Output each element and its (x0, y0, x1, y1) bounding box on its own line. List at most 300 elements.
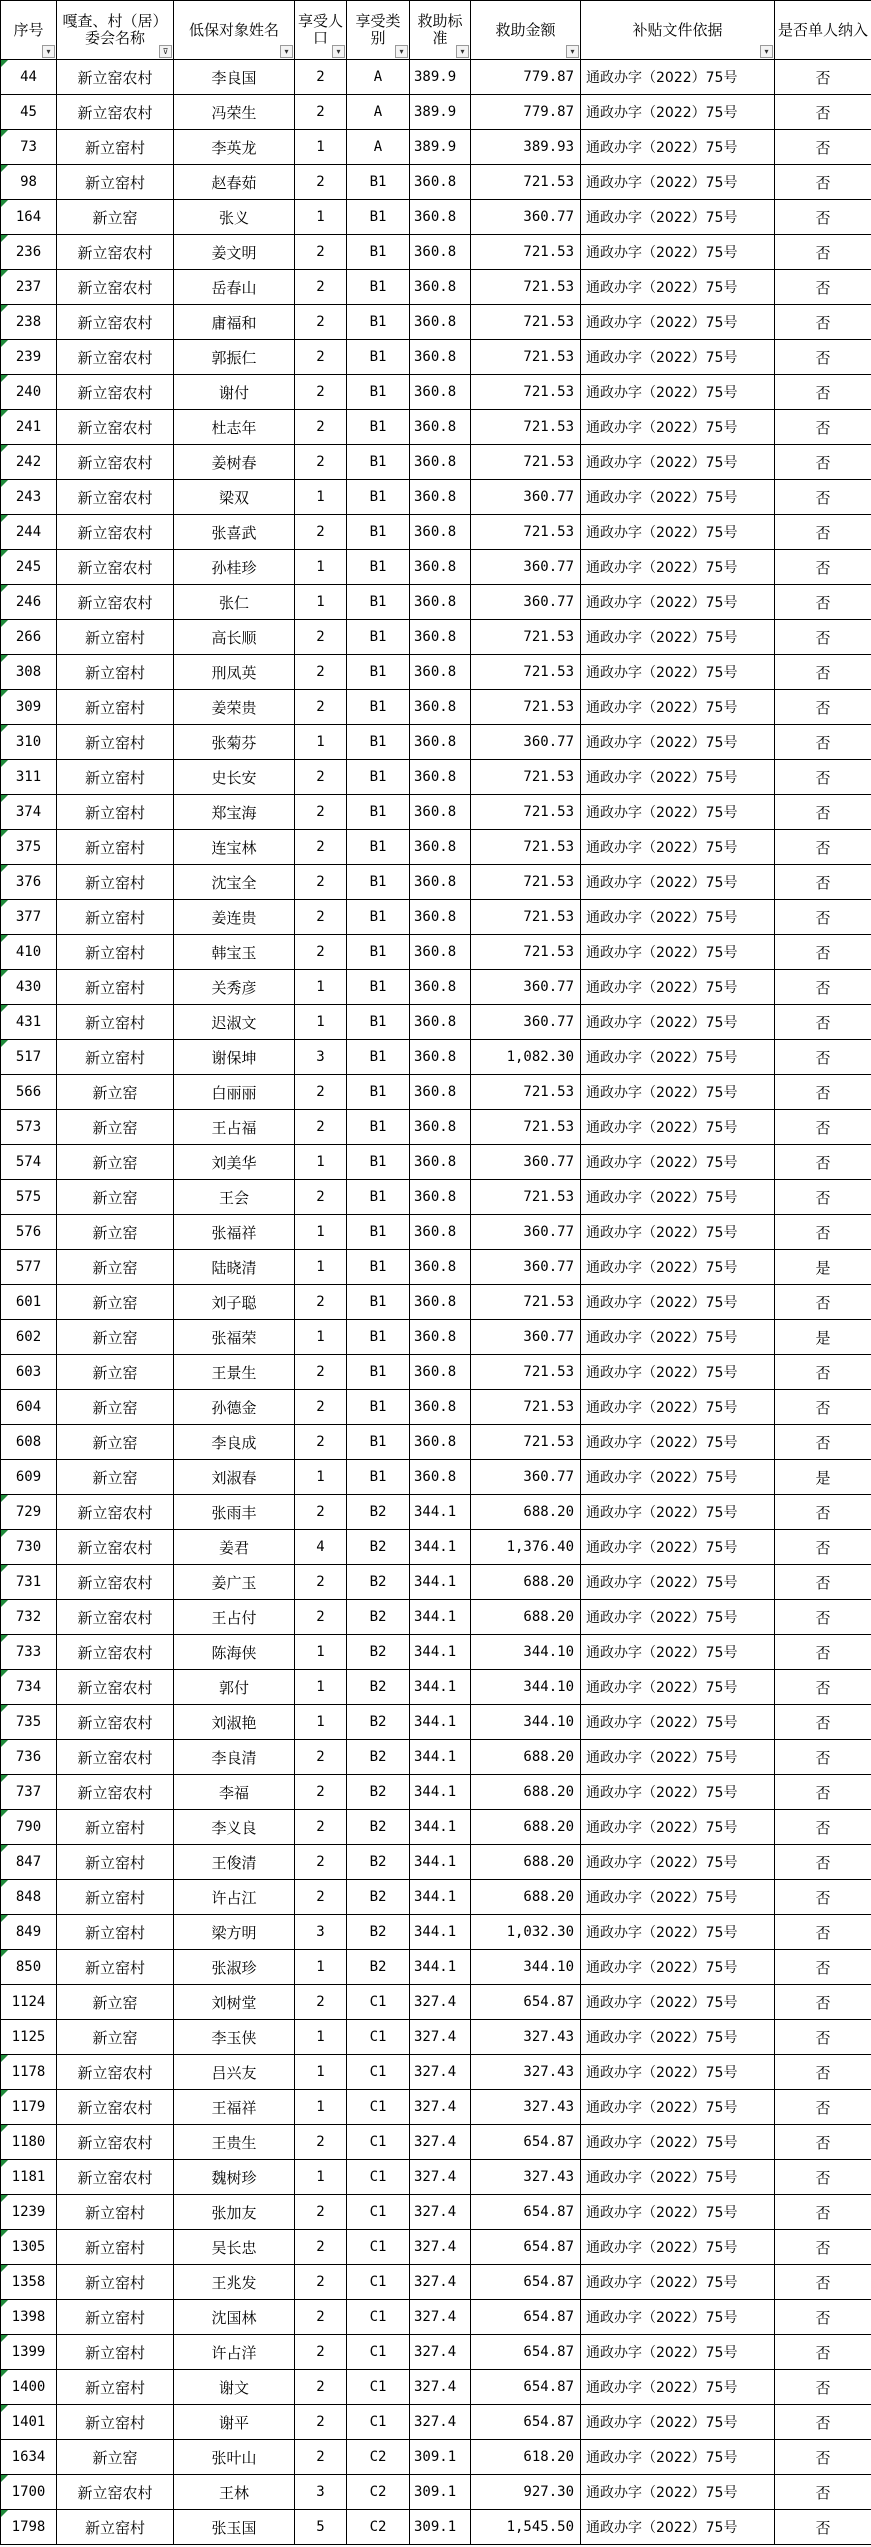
cell-amount[interactable]: 721.53 (471, 1180, 581, 1215)
cell-amount[interactable]: 688.20 (471, 1845, 581, 1880)
cell-category[interactable]: B1 (347, 830, 410, 865)
cell-single[interactable]: 否 (775, 410, 871, 445)
cell-amount[interactable]: 779.87 (471, 60, 581, 95)
cell-category[interactable]: C1 (347, 2335, 410, 2370)
cell-name[interactable]: 张义 (174, 200, 295, 235)
cell-seq[interactable]: 238 (1, 305, 57, 340)
cell-name[interactable]: 刘树堂 (174, 1985, 295, 2020)
cell-amount[interactable]: 721.53 (471, 305, 581, 340)
cell-village[interactable]: 新立窑农村 (57, 2160, 174, 2195)
cell-village[interactable]: 新立窑村 (57, 2230, 174, 2265)
cell-name[interactable]: 谢平 (174, 2405, 295, 2440)
cell-amount[interactable]: 360.77 (471, 550, 581, 585)
cell-village[interactable]: 新立窑村 (57, 1915, 174, 1950)
cell-single[interactable]: 否 (775, 1075, 871, 1110)
cell-name[interactable]: 李良清 (174, 1740, 295, 1775)
cell-village[interactable]: 新立窑村 (57, 1880, 174, 1915)
cell-standard[interactable]: 309.1 (410, 2510, 471, 2545)
cell-amount[interactable]: 360.77 (471, 1005, 581, 1040)
cell-population[interactable]: 2 (295, 1740, 347, 1775)
cell-population[interactable]: 2 (295, 1285, 347, 1320)
cell-category[interactable]: B1 (347, 620, 410, 655)
cell-population[interactable]: 2 (295, 410, 347, 445)
cell-amount[interactable]: 688.20 (471, 1880, 581, 1915)
cell-basis[interactable]: 通政办字（2022）75号 (581, 2300, 775, 2335)
cell-seq[interactable]: 242 (1, 445, 57, 480)
cell-name[interactable]: 关秀彦 (174, 970, 295, 1005)
cell-amount[interactable]: 721.53 (471, 1355, 581, 1390)
cell-seq[interactable]: 266 (1, 620, 57, 655)
cell-village[interactable]: 新立窑村 (57, 865, 174, 900)
cell-basis[interactable]: 通政办字（2022）75号 (581, 1530, 775, 1565)
cell-category[interactable]: C1 (347, 2300, 410, 2335)
cell-amount[interactable]: 721.53 (471, 445, 581, 480)
cell-standard[interactable]: 360.8 (410, 970, 471, 1005)
cell-category[interactable]: C1 (347, 1985, 410, 2020)
cell-seq[interactable]: 309 (1, 690, 57, 725)
cell-name[interactable]: 谢文 (174, 2370, 295, 2405)
cell-population[interactable]: 2 (295, 305, 347, 340)
cell-standard[interactable]: 360.8 (410, 1285, 471, 1320)
cell-basis[interactable]: 通政办字（2022）75号 (581, 200, 775, 235)
cell-category[interactable]: B1 (347, 1005, 410, 1040)
cell-category[interactable]: B1 (347, 410, 410, 445)
cell-category[interactable]: B1 (347, 1040, 410, 1075)
cell-standard[interactable]: 344.1 (410, 1740, 471, 1775)
cell-name[interactable]: 王贵生 (174, 2125, 295, 2160)
cell-category[interactable]: A (347, 130, 410, 165)
cell-category[interactable]: B2 (347, 1810, 410, 1845)
cell-single[interactable]: 否 (775, 970, 871, 1005)
cell-single[interactable]: 否 (775, 1110, 871, 1145)
cell-village[interactable]: 新立窑农村 (57, 410, 174, 445)
cell-village[interactable]: 新立窑村 (57, 1810, 174, 1845)
cell-population[interactable]: 2 (295, 620, 347, 655)
cell-standard[interactable]: 327.4 (410, 2125, 471, 2160)
cell-population[interactable]: 1 (295, 2160, 347, 2195)
cell-single[interactable]: 否 (775, 2020, 871, 2055)
cell-basis[interactable]: 通政办字（2022）75号 (581, 1565, 775, 1600)
cell-population[interactable]: 2 (295, 1425, 347, 1460)
cell-standard[interactable]: 360.8 (410, 655, 471, 690)
cell-single[interactable]: 否 (775, 1600, 871, 1635)
cell-name[interactable]: 韩宝玉 (174, 935, 295, 970)
cell-standard[interactable]: 344.1 (410, 1880, 471, 1915)
cell-basis[interactable]: 通政办字（2022）75号 (581, 480, 775, 515)
cell-amount[interactable]: 360.77 (471, 1145, 581, 1180)
cell-basis[interactable]: 通政办字（2022）75号 (581, 1775, 775, 1810)
cell-amount[interactable]: 1,082.30 (471, 1040, 581, 1075)
cell-seq[interactable]: 375 (1, 830, 57, 865)
cell-population[interactable]: 2 (295, 1985, 347, 2020)
cell-name[interactable]: 张福祥 (174, 1215, 295, 1250)
cell-amount[interactable]: 360.77 (471, 200, 581, 235)
cell-name[interactable]: 王会 (174, 1180, 295, 1215)
cell-population[interactable]: 1 (295, 1215, 347, 1250)
cell-village[interactable]: 新立窑 (57, 1985, 174, 2020)
cell-basis[interactable]: 通政办字（2022）75号 (581, 970, 775, 1005)
cell-amount[interactable]: 721.53 (471, 340, 581, 375)
cell-population[interactable]: 2 (295, 2230, 347, 2265)
cell-single[interactable]: 否 (775, 130, 871, 165)
cell-category[interactable]: C1 (347, 2020, 410, 2055)
cell-population[interactable]: 2 (295, 235, 347, 270)
cell-single[interactable]: 否 (775, 1495, 871, 1530)
cell-name[interactable]: 吕兴友 (174, 2055, 295, 2090)
cell-seq[interactable]: 1178 (1, 2055, 57, 2090)
cell-single[interactable]: 否 (775, 1810, 871, 1845)
cell-category[interactable]: C1 (347, 2195, 410, 2230)
cell-population[interactable]: 1 (295, 1950, 347, 1985)
cell-standard[interactable]: 389.9 (410, 130, 471, 165)
cell-population[interactable]: 2 (295, 270, 347, 305)
cell-village[interactable]: 新立窑农村 (57, 1565, 174, 1600)
cell-standard[interactable]: 360.8 (410, 1215, 471, 1250)
cell-basis[interactable]: 通政办字（2022）75号 (581, 900, 775, 935)
cell-name[interactable]: 郑宝海 (174, 795, 295, 830)
cell-standard[interactable]: 360.8 (410, 1425, 471, 1460)
cell-village[interactable]: 新立窑 (57, 1180, 174, 1215)
cell-single[interactable]: 否 (775, 515, 871, 550)
cell-population[interactable]: 2 (295, 515, 347, 550)
cell-category[interactable]: B1 (347, 1250, 410, 1285)
filter-active-icon[interactable]: ⊽ (159, 45, 172, 58)
cell-name[interactable]: 李福 (174, 1775, 295, 1810)
cell-village[interactable]: 新立窑村 (57, 1950, 174, 1985)
cell-standard[interactable]: 360.8 (410, 830, 471, 865)
cell-name[interactable]: 姜连贵 (174, 900, 295, 935)
cell-population[interactable]: 1 (295, 130, 347, 165)
cell-name[interactable]: 孙德金 (174, 1390, 295, 1425)
cell-amount[interactable]: 721.53 (471, 935, 581, 970)
cell-single[interactable]: 否 (775, 235, 871, 270)
cell-seq[interactable]: 374 (1, 795, 57, 830)
cell-village[interactable]: 新立窑 (57, 1215, 174, 1250)
cell-standard[interactable]: 327.4 (410, 2405, 471, 2440)
cell-single[interactable]: 否 (775, 1180, 871, 1215)
cell-basis[interactable]: 通政办字（2022）75号 (581, 760, 775, 795)
cell-basis[interactable]: 通政办字（2022）75号 (581, 410, 775, 445)
cell-standard[interactable]: 360.8 (410, 865, 471, 900)
cell-category[interactable]: B1 (347, 1180, 410, 1215)
cell-village[interactable]: 新立窑农村 (57, 2125, 174, 2160)
cell-standard[interactable]: 360.8 (410, 1320, 471, 1355)
cell-amount[interactable]: 721.53 (471, 235, 581, 270)
cell-population[interactable]: 1 (295, 970, 347, 1005)
cell-category[interactable]: B2 (347, 1880, 410, 1915)
cell-category[interactable]: C1 (347, 2160, 410, 2195)
cell-name[interactable]: 李玉侠 (174, 2020, 295, 2055)
cell-name[interactable]: 赵春茹 (174, 165, 295, 200)
cell-single[interactable]: 否 (775, 655, 871, 690)
cell-village[interactable]: 新立窑农村 (57, 1495, 174, 1530)
cell-standard[interactable]: 344.1 (410, 1950, 471, 1985)
cell-name[interactable]: 郭付 (174, 1670, 295, 1705)
cell-seq[interactable]: 44 (1, 60, 57, 95)
cell-village[interactable]: 新立窑村 (57, 2510, 174, 2545)
cell-name[interactable]: 陈海侠 (174, 1635, 295, 1670)
cell-name[interactable]: 岳春山 (174, 270, 295, 305)
cell-village[interactable]: 新立窑农村 (57, 1740, 174, 1775)
cell-single[interactable]: 否 (775, 2405, 871, 2440)
cell-village[interactable]: 新立窑村 (57, 2335, 174, 2370)
cell-basis[interactable]: 通政办字（2022）75号 (581, 550, 775, 585)
cell-population[interactable]: 2 (295, 1495, 347, 1530)
cell-standard[interactable]: 360.8 (410, 1145, 471, 1180)
cell-amount[interactable]: 688.20 (471, 1565, 581, 1600)
cell-basis[interactable]: 通政办字（2022）75号 (581, 690, 775, 725)
cell-population[interactable]: 1 (295, 1005, 347, 1040)
cell-seq[interactable]: 73 (1, 130, 57, 165)
cell-name[interactable]: 姜树春 (174, 445, 295, 480)
cell-population[interactable]: 3 (295, 2475, 347, 2510)
cell-seq[interactable]: 430 (1, 970, 57, 1005)
cell-village[interactable]: 新立窑农村 (57, 550, 174, 585)
cell-standard[interactable]: 344.1 (410, 1635, 471, 1670)
cell-village[interactable]: 新立窑 (57, 1145, 174, 1180)
cell-population[interactable]: 2 (295, 655, 347, 690)
cell-amount[interactable]: 327.43 (471, 2055, 581, 2090)
cell-category[interactable]: B1 (347, 1460, 410, 1495)
cell-single[interactable]: 否 (775, 1985, 871, 2020)
cell-village[interactable]: 新立窑村 (57, 690, 174, 725)
cell-name[interactable]: 王福祥 (174, 2090, 295, 2125)
cell-standard[interactable]: 327.4 (410, 2265, 471, 2300)
cell-category[interactable]: B1 (347, 655, 410, 690)
cell-single[interactable]: 否 (775, 725, 871, 760)
cell-seq[interactable]: 1239 (1, 2195, 57, 2230)
cell-category[interactable]: B1 (347, 165, 410, 200)
cell-basis[interactable]: 通政办字（2022）75号 (581, 1670, 775, 1705)
cell-name[interactable]: 冯荣生 (174, 95, 295, 130)
cell-population[interactable]: 5 (295, 2510, 347, 2545)
cell-basis[interactable]: 通政办字（2022）75号 (581, 2090, 775, 2125)
cell-category[interactable]: B2 (347, 1495, 410, 1530)
cell-single[interactable]: 否 (775, 585, 871, 620)
cell-single[interactable]: 否 (775, 1040, 871, 1075)
cell-standard[interactable]: 360.8 (410, 515, 471, 550)
cell-amount[interactable]: 360.77 (471, 725, 581, 760)
cell-seq[interactable]: 45 (1, 95, 57, 130)
cell-standard[interactable]: 360.8 (410, 305, 471, 340)
cell-single[interactable]: 否 (775, 340, 871, 375)
cell-amount[interactable]: 360.77 (471, 1215, 581, 1250)
cell-seq[interactable]: 735 (1, 1705, 57, 1740)
cell-population[interactable]: 2 (295, 1180, 347, 1215)
cell-name[interactable]: 李英龙 (174, 130, 295, 165)
cell-name[interactable]: 李良国 (174, 60, 295, 95)
cell-category[interactable]: B2 (347, 1565, 410, 1600)
cell-seq[interactable]: 790 (1, 1810, 57, 1845)
cell-standard[interactable]: 344.1 (410, 1810, 471, 1845)
cell-amount[interactable]: 360.77 (471, 585, 581, 620)
cell-category[interactable]: B1 (347, 1075, 410, 1110)
cell-population[interactable]: 2 (295, 2300, 347, 2335)
cell-name[interactable]: 姜荣贵 (174, 690, 295, 725)
cell-village[interactable]: 新立窑农村 (57, 2090, 174, 2125)
cell-standard[interactable]: 360.8 (410, 900, 471, 935)
header-name[interactable]: 低保对象姓名 ▾ (174, 1, 295, 60)
header-seq[interactable]: 序号 ▾ (1, 1, 57, 60)
cell-seq[interactable]: 1180 (1, 2125, 57, 2160)
cell-name[interactable]: 庸福和 (174, 305, 295, 340)
cell-village[interactable]: 新立窑村 (57, 655, 174, 690)
cell-seq[interactable]: 311 (1, 760, 57, 795)
cell-name[interactable]: 张叶山 (174, 2440, 295, 2475)
cell-single[interactable]: 否 (775, 1705, 871, 1740)
cell-amount[interactable]: 688.20 (471, 1495, 581, 1530)
cell-seq[interactable]: 243 (1, 480, 57, 515)
cell-single[interactable]: 否 (775, 1915, 871, 1950)
filter-dropdown-icon[interactable]: ▾ (456, 45, 469, 58)
cell-name[interactable]: 沈国林 (174, 2300, 295, 2335)
cell-seq[interactable]: 608 (1, 1425, 57, 1460)
cell-population[interactable]: 2 (295, 760, 347, 795)
cell-population[interactable]: 1 (295, 1460, 347, 1495)
cell-population[interactable]: 4 (295, 1530, 347, 1565)
cell-population[interactable]: 2 (295, 2370, 347, 2405)
cell-population[interactable]: 2 (295, 935, 347, 970)
cell-amount[interactable]: 360.77 (471, 480, 581, 515)
cell-village[interactable]: 新立窑 (57, 1075, 174, 1110)
cell-category[interactable]: A (347, 60, 410, 95)
cell-basis[interactable]: 通政办字（2022）75号 (581, 1075, 775, 1110)
cell-population[interactable]: 2 (295, 375, 347, 410)
cell-single[interactable]: 否 (775, 2160, 871, 2195)
cell-category[interactable]: B1 (347, 725, 410, 760)
cell-seq[interactable]: 240 (1, 375, 57, 410)
cell-single[interactable]: 否 (775, 1740, 871, 1775)
cell-single[interactable]: 否 (775, 1775, 871, 1810)
cell-category[interactable]: B1 (347, 1215, 410, 1250)
cell-seq[interactable]: 729 (1, 1495, 57, 1530)
cell-basis[interactable]: 通政办字（2022）75号 (581, 1355, 775, 1390)
cell-single[interactable]: 否 (775, 1565, 871, 1600)
cell-category[interactable]: B2 (347, 1670, 410, 1705)
cell-category[interactable]: B1 (347, 1355, 410, 1390)
cell-name[interactable]: 高长顺 (174, 620, 295, 655)
cell-standard[interactable]: 360.8 (410, 200, 471, 235)
cell-basis[interactable]: 通政办字（2022）75号 (581, 305, 775, 340)
cell-population[interactable]: 2 (295, 2195, 347, 2230)
cell-amount[interactable]: 654.87 (471, 1985, 581, 2020)
cell-village[interactable]: 新立窑农村 (57, 480, 174, 515)
cell-standard[interactable]: 344.1 (410, 1565, 471, 1600)
cell-village[interactable]: 新立窑 (57, 1285, 174, 1320)
cell-basis[interactable]: 通政办字（2022）75号 (581, 935, 775, 970)
cell-amount[interactable]: 721.53 (471, 375, 581, 410)
cell-amount[interactable]: 721.53 (471, 270, 581, 305)
cell-seq[interactable]: 246 (1, 585, 57, 620)
cell-name[interactable]: 张菊芬 (174, 725, 295, 760)
cell-basis[interactable]: 通政办字（2022）75号 (581, 2405, 775, 2440)
cell-population[interactable]: 2 (295, 1355, 347, 1390)
cell-seq[interactable]: 1700 (1, 2475, 57, 2510)
cell-amount[interactable]: 1,376.40 (471, 1530, 581, 1565)
cell-seq[interactable]: 576 (1, 1215, 57, 1250)
cell-basis[interactable]: 通政办字（2022）75号 (581, 2370, 775, 2405)
cell-village[interactable]: 新立窑农村 (57, 235, 174, 270)
cell-seq[interactable]: 849 (1, 1915, 57, 1950)
cell-population[interactable]: 2 (295, 1775, 347, 1810)
cell-amount[interactable]: 688.20 (471, 1810, 581, 1845)
cell-village[interactable]: 新立窑村 (57, 1040, 174, 1075)
cell-amount[interactable]: 721.53 (471, 900, 581, 935)
cell-village[interactable]: 新立窑 (57, 1390, 174, 1425)
cell-population[interactable]: 2 (295, 900, 347, 935)
cell-standard[interactable]: 360.8 (410, 1180, 471, 1215)
cell-standard[interactable]: 309.1 (410, 2440, 471, 2475)
cell-category[interactable]: B1 (347, 1390, 410, 1425)
cell-category[interactable]: B1 (347, 445, 410, 480)
cell-amount[interactable]: 654.87 (471, 2300, 581, 2335)
cell-village[interactable]: 新立窑农村 (57, 1670, 174, 1705)
cell-name[interactable]: 王景生 (174, 1355, 295, 1390)
filter-dropdown-icon[interactable]: ▾ (760, 45, 773, 58)
cell-population[interactable]: 2 (295, 60, 347, 95)
cell-single[interactable]: 否 (775, 1145, 871, 1180)
cell-basis[interactable]: 通政办字（2022）75号 (581, 1985, 775, 2020)
cell-name[interactable]: 刑凤英 (174, 655, 295, 690)
cell-amount[interactable]: 654.87 (471, 2195, 581, 2230)
cell-basis[interactable]: 通政办字（2022）75号 (581, 1215, 775, 1250)
cell-population[interactable]: 2 (295, 340, 347, 375)
cell-single[interactable]: 否 (775, 2230, 871, 2265)
cell-standard[interactable]: 360.8 (410, 585, 471, 620)
cell-standard[interactable]: 327.4 (410, 2230, 471, 2265)
cell-basis[interactable]: 通政办字（2022）75号 (581, 2475, 775, 2510)
cell-population[interactable]: 1 (295, 1705, 347, 1740)
cell-amount[interactable]: 721.53 (471, 865, 581, 900)
cell-category[interactable]: B2 (347, 1845, 410, 1880)
cell-category[interactable]: B1 (347, 760, 410, 795)
cell-category[interactable]: B1 (347, 900, 410, 935)
cell-name[interactable]: 姜文明 (174, 235, 295, 270)
cell-single[interactable]: 否 (775, 2335, 871, 2370)
cell-village[interactable]: 新立窑村 (57, 1005, 174, 1040)
cell-seq[interactable]: 377 (1, 900, 57, 935)
cell-category[interactable]: C1 (347, 2370, 410, 2405)
cell-category[interactable]: B2 (347, 1775, 410, 1810)
cell-name[interactable]: 王林 (174, 2475, 295, 2510)
cell-standard[interactable]: 327.4 (410, 2090, 471, 2125)
cell-basis[interactable]: 通政办字（2022）75号 (581, 235, 775, 270)
cell-standard[interactable]: 360.8 (410, 795, 471, 830)
cell-name[interactable]: 刘淑春 (174, 1460, 295, 1495)
cell-population[interactable]: 2 (295, 865, 347, 900)
cell-single[interactable]: 否 (775, 2510, 871, 2545)
cell-seq[interactable]: 1181 (1, 2160, 57, 2195)
cell-single[interactable]: 否 (775, 1950, 871, 1985)
cell-amount[interactable]: 344.10 (471, 1950, 581, 1985)
cell-single[interactable]: 否 (775, 95, 871, 130)
cell-village[interactable]: 新立窑农村 (57, 340, 174, 375)
cell-standard[interactable]: 327.4 (410, 2195, 471, 2230)
cell-category[interactable]: C2 (347, 2440, 410, 2475)
cell-seq[interactable]: 601 (1, 1285, 57, 1320)
cell-village[interactable]: 新立窑农村 (57, 1705, 174, 1740)
cell-name[interactable]: 白丽丽 (174, 1075, 295, 1110)
cell-amount[interactable]: 721.53 (471, 165, 581, 200)
cell-population[interactable]: 2 (295, 1075, 347, 1110)
cell-population[interactable]: 2 (295, 165, 347, 200)
cell-village[interactable]: 新立窑村 (57, 1845, 174, 1880)
cell-village[interactable]: 新立窑农村 (57, 1530, 174, 1565)
cell-single[interactable]: 否 (775, 1425, 871, 1460)
cell-single[interactable]: 否 (775, 2300, 871, 2335)
cell-category[interactable]: B1 (347, 1145, 410, 1180)
cell-basis[interactable]: 通政办字（2022）75号 (581, 585, 775, 620)
